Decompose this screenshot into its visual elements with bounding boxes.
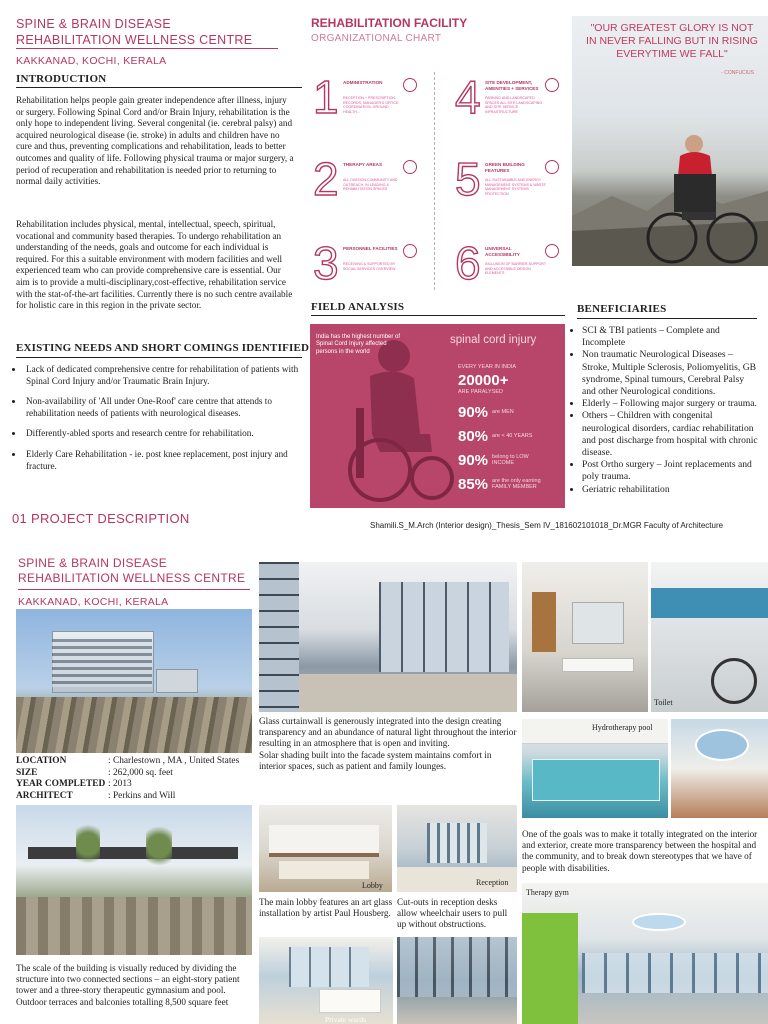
project-fact-label: SIZE (16, 767, 38, 778)
project-fact-label: LOCATION (16, 756, 67, 766)
org-divider (434, 72, 435, 290)
sci-stat-row (458, 424, 563, 448)
lobby-caption: Lobby (362, 881, 383, 890)
beneficiary-item: • Non traumatic Neurological Diseases – Stroke, Multiple Sclerosis, Poliomyelitis, GB syndrome, Spinal tumours, Cerebral Palsy and other Neurological conditions. (582, 349, 760, 398)
rock-garden-shape (16, 697, 252, 753)
quote-author: - CONFUCIUS (721, 70, 754, 76)
atrium-floor-shape (299, 674, 517, 712)
page-title (16, 16, 252, 48)
toilet-caption: Toilet (654, 698, 673, 707)
case-title-line-1: SPINE & BRAIN DISEASE (18, 556, 168, 570)
shading-paragraph: Solar shading built into the facade system maintains comfort in interior spaces, such as patient and family lounges. (259, 749, 492, 771)
project-fact-row (16, 756, 261, 768)
toilet-wheelchair-shape (711, 658, 757, 704)
sci-stat-label: belong to LOW INCOME (492, 454, 529, 466)
case-title-line-2: REHABILITATION WELLNESS CENTRE (18, 571, 246, 585)
org-item-title: GREEN BUILDING FEATURES (485, 162, 525, 173)
corridor-photo (397, 937, 517, 1024)
org-item-description: ALL SUSTAINABLE AND ENERGY MANAGEMENT SYSTEMS & WASTE MANAGEMENT SYSTEMS PROTECTION (485, 178, 546, 196)
reception-glass-shape (427, 823, 487, 863)
org-item-description: RECEIVING & SUPPORTED BY SOCIAL SERVICES OVERVIEW (343, 262, 396, 271)
therapy-gym-photo (522, 883, 768, 1024)
ward-bed-shape (319, 989, 381, 1013)
project-fact-row (16, 791, 261, 803)
bathroom-sink-shape (562, 658, 634, 672)
sci-stat-value: 85% (458, 475, 489, 493)
sci-stat-row (458, 472, 563, 496)
org-item-icon (403, 160, 417, 174)
sci-stat-value: 90% (458, 403, 489, 421)
org-item-title: PERSONNEL FACILITIES (343, 246, 398, 251)
field-analysis-heading: FIELD ANALYSIS (311, 301, 405, 313)
intro-heading: INTRODUCTION (16, 73, 107, 85)
field-rule (311, 315, 565, 316)
building-annex-shape (156, 669, 198, 693)
skylight-photo (671, 719, 768, 818)
beneficiary-item: • Geriatric rehabilitation (582, 484, 760, 496)
sci-stat-row (458, 448, 563, 472)
intro-rule (16, 87, 302, 88)
beneficiaries-list (574, 325, 760, 496)
org-item-number: 4 (455, 71, 481, 123)
org-item-number: 1 (313, 71, 339, 123)
sci-panel-title: spinal cord injury (450, 334, 537, 346)
thesis-credit: Shamili.S_M.Arch (Interior design)_Thesis_Sem IV_181602101018_Dr.MGR Faculty of Architecture (370, 521, 724, 530)
intro-para-2: Rehabilitation includes physical, mental, intellectual, speech, spiritual, vocational and community based therapies. To undergo rehabilitation an understanding of the needs, goals and outcome for each individual is required. For this a suitable environment with modern facilities and well experienced team who can provide comprehensive care is essential. Our aim is to provide a multi-disciplinary,cost-effective, rehabilitation service with the stat-of-the-art facilities. Currently there is no such centre available for holistic care in this region in the private sector. (16, 219, 293, 311)
lobby-wall-shape (269, 825, 379, 857)
ward-window-shape (289, 947, 369, 987)
scale-text (16, 963, 261, 1008)
gym-window-shape (582, 953, 768, 993)
org-item-title: THERAPY AREAS (343, 162, 383, 167)
org-item-description: RECEPTION + PRESCRIPTION, RECORDS, MANAGER'S OFFICE, COORDINATION, GROUND HEALTH... (343, 96, 400, 114)
tree-shape-1 (76, 819, 100, 869)
toilet-tile-band-shape (651, 588, 768, 618)
sci-infographic (310, 324, 565, 508)
project-fact-value: : 2013 (108, 779, 132, 789)
project-fact-label: ARCHITECT (16, 790, 73, 801)
org-chart-title: REHABILITATION FACILITY (311, 16, 468, 30)
org-item-number: 3 (313, 237, 339, 289)
quote-photo (572, 16, 768, 266)
glass-paragraph: Glass curtainwall is generously integrated into the design creating transparency and an abundance of natural light throughout the interior resulting in an atmosphere that is open and inviting. (259, 716, 517, 749)
lobby-text: The main lobby features an art glass installation by artist Paul Housberg. (259, 897, 393, 919)
project-fact-value: : 262,000 sq. feet (108, 767, 173, 778)
project-fact-value: : Perkins and Will (108, 790, 176, 801)
skylight-shape (695, 729, 749, 761)
beneficiary-item: • Post Ortho surgery – Joint replacements and poly trauma. (582, 459, 760, 483)
org-item-number: 6 (455, 237, 481, 289)
needs-rule (16, 357, 302, 358)
toilet-photo (651, 562, 768, 712)
needs-list (14, 364, 304, 481)
org-item-title: ADMINISTRATION (343, 80, 383, 85)
bathroom-mirror-shape (572, 602, 624, 644)
org-item-description: PARKING AND LANDSCAPED SPACES ALL SITE LANDSCAPING AND SITE SERVICE INFRASTRUCTURE (485, 96, 543, 114)
sci-stat-row (458, 400, 563, 424)
curtainwall-shape (259, 562, 299, 712)
section-label: 01 PROJECT DESCRIPTION (12, 511, 190, 526)
org-item-title: UNIVERSAL ACCESSIBILITY (485, 246, 520, 257)
cutouts-text: Cut-outs in reception desks allow wheelchair users to pull up without obstructions. (397, 897, 508, 930)
sci-stat-value: 20000+ (458, 372, 509, 389)
gym-green-wall-shape (522, 913, 578, 1024)
org-chart-item (313, 237, 425, 289)
org-item-number: 2 (313, 153, 339, 205)
private-ward-photo (259, 937, 393, 1024)
building-window-bands (52, 639, 152, 687)
org-item-number: 5 (455, 153, 481, 205)
org-item-description: ALL DIVISION COMMUNITY AND OUTREACH, IN LEADING & REHABILITATION SPACES (343, 178, 398, 192)
reception-caption: Reception (476, 878, 509, 887)
gym-caption: Therapy gym (526, 888, 569, 897)
bathroom-door-shape (532, 592, 556, 652)
pool-water-shape (532, 759, 660, 801)
sci-stat-label: ARE PARALYSED (458, 389, 504, 395)
hydro-caption: Hydrotherapy pool (592, 723, 653, 732)
project-facts (16, 756, 261, 802)
org-item-icon (545, 244, 559, 258)
project-fact-row (16, 779, 261, 791)
org-chart-item (313, 71, 425, 123)
case-title (18, 556, 245, 586)
needs-heading: EXISTING NEEDS AND SHORT COMINGS IDENTIFIED (16, 342, 310, 354)
intro-para-1: Rehabilitation helps people gain greater independence after illness, injury or surgery. Following Spinal Cord and/or Brain Injury, rehabilitation is the only hope to independent living. Several congenital (ie. cerebral palsy) and acquired neurological disease (ie. stroke) in adults and children have no cure and thus, preventing complications and rehabilitation, leads to better outcomes and quality of life. Following physical trauma or major surgery, a period of recuperation and rehabilitation is needed prior to returning to normal daily activities. (16, 95, 294, 187)
beneficiary-item: • Elderly – Following major surgery or trauma. (582, 398, 760, 410)
corridor-window-shape (397, 937, 517, 997)
sci-stat-row (458, 372, 563, 400)
building-exterior-photo (16, 609, 252, 753)
project-fact-label: YEAR COMPLETED (16, 779, 106, 789)
project-fact-row (16, 768, 261, 780)
org-item-title: SITE DEVELOPMENT, AMENITIES + SERVICES (485, 80, 539, 91)
case-location: KAKKANAD, KOCHI, KERALA (18, 596, 169, 608)
glass-text (259, 716, 517, 772)
sci-stat-label: are < 40 YEARS (492, 433, 533, 439)
scale-paragraph: The scale of the building is visually reduced by dividing the structure into two connected sections – an eight-story patient tower and a three-story therapeutic gymnasium and pool. (16, 963, 240, 996)
needs-item: • Non-availability of 'All under One-Roof' care centre that attends to rehabilitation needs of patients with neurological diseases. (24, 396, 304, 419)
terrace-deck-shape (16, 897, 252, 955)
org-item-icon (545, 160, 559, 174)
sci-stat-value: 80% (458, 427, 489, 445)
sci-stat-label: are the only earning FAMILY MEMBER (492, 478, 541, 490)
sci-stats-list (458, 372, 563, 496)
org-chart-item (455, 153, 567, 205)
org-item-description: INCLUSION OF BARRIER-SUPPORT AND ACCESSIBLE DESIGN ELEMENTS (485, 262, 546, 276)
needs-item: • Differently-abled sports and research centre for rehabilitation. (24, 428, 304, 440)
lobby-photo (259, 805, 392, 892)
org-item-icon (403, 244, 417, 258)
sci-every-year: EVERY YEAR IN INDIA (458, 364, 517, 370)
org-chart-item (455, 71, 567, 123)
terraces-paragraph: Outdoor terraces and balconies totalling 8,500 square feet (16, 996, 229, 1007)
goals-text: One of the goals was to make it totally integrated on the interior and exterior, create more transparency between the hospital and the community, and to break down stereotypes that we have of people with disabilities. (522, 829, 758, 873)
sci-stat-value: 90% (458, 451, 489, 469)
tree-shape-2 (146, 821, 172, 871)
title-line-2: REHABILITATION WELLNESS CENTRE (16, 33, 253, 47)
sci-stat-label: are MEN (492, 409, 514, 415)
terrace-canopy-shape (28, 847, 238, 859)
org-chart-item (455, 237, 567, 289)
beneficiary-item: • Others – Children with congenital neurological disorders, cardiac rehabilitation and post discharge from hospital with chronic disease. (582, 410, 760, 459)
terrace-photo (16, 805, 252, 955)
case-title-rule (18, 589, 250, 590)
private-caption: Private wards (325, 1015, 367, 1024)
atrium-window-shape (379, 582, 509, 672)
quote-text: "OUR GREATEST GLORY IS NOT IN NEVER FALLING BUT IN RISING EVERYTIME WE FALL" (586, 22, 758, 60)
org-chart-item (313, 153, 425, 205)
sci-note: India has the highest number of Spinal Cord Injury affected persons in the world (316, 334, 401, 355)
needs-item: • Elderly Care Rehabilitation - ie. post knee replacement, post injury and fracture. (24, 449, 304, 472)
beneficiaries-rule (577, 318, 757, 319)
beneficiaries-heading: BENEFICIARIES (577, 303, 667, 315)
project-fact-value: : Charlestown , MA , United States (108, 756, 240, 766)
gym-skylight-shape (632, 913, 686, 931)
org-item-icon (545, 78, 559, 92)
beneficiary-item: • SCI & TBI patients – Complete and Incomplete (582, 325, 760, 349)
location-label: KAKKANAD, KOCHI, KERALA (16, 55, 167, 67)
org-item-icon (403, 78, 417, 92)
bathroom-photo (522, 562, 648, 712)
hydrotherapy-photo (522, 719, 668, 818)
title-line-1: SPINE & BRAIN DISEASE (16, 17, 171, 31)
needs-item: • Lack of dedicated comprehensive centre for rehabilitation of patients with Spinal Cord Injury and/or Traumatic Brain Injury. (24, 364, 304, 387)
lobby-seating-shape (279, 861, 369, 879)
title-rule (16, 48, 278, 49)
org-chart-subtitle: ORGANIZATIONAL CHART (311, 33, 442, 44)
atrium-photo (259, 562, 517, 712)
